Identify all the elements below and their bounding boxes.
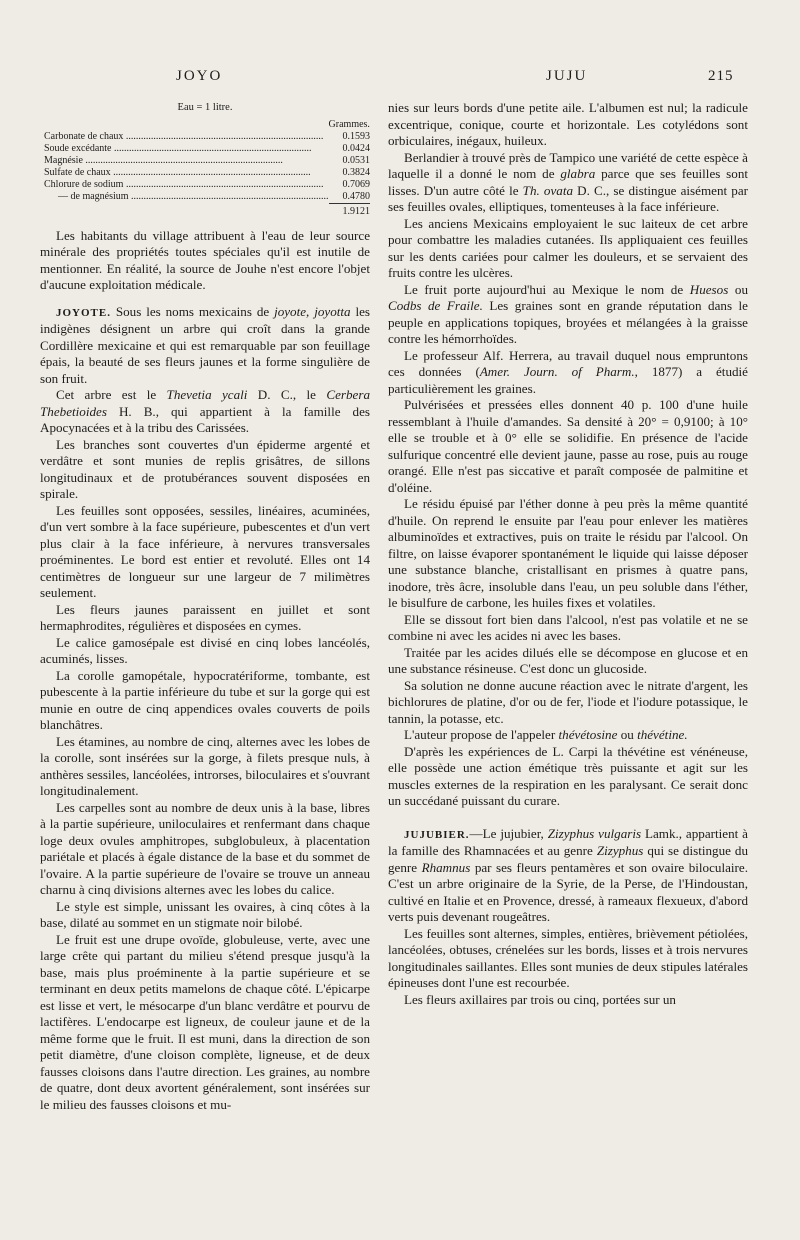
right-column (388, 100, 748, 1008)
entry-heading: JOYOTE. (56, 306, 111, 319)
table-row (44, 179, 370, 191)
paragraph: Les fleurs jaunes paraissent en juillet et sont hermaphrodites, régulières et disposées en cymes. (40, 601, 370, 633)
entry-heading: JUJUBIER. (404, 828, 470, 841)
mineral-analysis-table (44, 119, 370, 218)
table-row (44, 131, 370, 143)
table-units-row (44, 119, 370, 131)
italic-term: Zizyphus (596, 843, 644, 858)
paragraph: Les étamines, au nombre de cinq, alternes avec les lobes de la corolle, sont insérées sur la gorge, à filets presque nuls, à anthères sessiles, lancéolées, introrses, biloculaires et s'ouvrant longitudinalement. (40, 733, 370, 798)
analysis-table-title: Eau = 1 litre. (177, 102, 233, 113)
italic-term: Huesos (689, 281, 729, 297)
page-number: 215 (708, 68, 734, 84)
paragraph: Les feuilles sont opposées, sessiles, linéaires, acuminées, d'un vert sombre à la face supérieure, pubescentes et d'un vert plus clair à la face inférieure, à nervures transversales proéminentes. Le bord est entier et revoluté. Elles ont 14 centimètres de longueur sur une largeur de 7 milimètres seulement. (40, 502, 370, 600)
table-row-value: 0.7069 (342, 178, 370, 190)
table-row-name: Magnésie ..... (44, 155, 329, 167)
paragraph: Sa solution ne donne aucune réaction avec le nitrate d'argent, les bichlorures de platine, d'or ou de fer, l'iode et l'iodure potassique, le tannin, la potasse, etc. (388, 677, 748, 726)
table-row (44, 155, 370, 167)
italic-term: Thevetia ycali (166, 387, 248, 402)
table-row-value: 0.3824 (342, 166, 370, 178)
italic-term: Cerbera Thebetioides (40, 387, 371, 419)
text-run: , 1877) a étudié particulièrement les graines. (388, 364, 748, 396)
paragraph: Les fleurs axillaires par trois ou cinq, portées sur un (404, 991, 676, 1007)
text-run: ou (617, 727, 638, 742)
italic-term: thévétine. (637, 727, 688, 742)
paragraph: Les habitants du village attribuent à l'eau de leur source minérale des propriétés toutes spéciales qu'il est inutile de mentionner. En réalité, la source de Jouhe n'est encore l'objet d'aucune exploitation médicale. (40, 227, 370, 292)
table-row-name: Chlorure de sodium ..... (44, 179, 329, 191)
text-run: les indigènes désignent un arbre qui croît dans la grande Cordillère mexicaine et qui est remarquable par son feuillage épais, la beauté de ses fleurs jaunes et la forme singulière de son fruit. (40, 303, 370, 386)
table-row (44, 191, 370, 204)
paragraph: Traitée par les acides dilués elle se décompose en glucose et en une substance résineuse. C'est donc un glucoside. (388, 644, 748, 676)
table-row (44, 143, 370, 155)
table-row-value: 0.4780 (342, 190, 370, 202)
italic-term: thévétosine (558, 727, 618, 742)
entry-jujubier (388, 826, 748, 926)
table-row-value: 0.1593 (342, 130, 370, 142)
italic-term: Rhamnus (421, 859, 471, 875)
paragraph: nies sur leurs bords d'une petite aile. L'albumen est nul; la radicule excentrique, conique, courte et horizontale. Les cotylédons sont orbiculaires, inégaux, huileux. (388, 100, 748, 148)
text-run: Lamk., appartient à la famille des Rhamnacées et au genre (388, 825, 748, 858)
paragraph: Le fruit est une drupe ovoïde, globuleuse, verte, avec une large crête qui partant du milieu s'étend presque jusqu'à la base, mais plus proéminente à la partie supérieure et se terminant en deux petits mamelons de chaque côté. L'épicarpe est lisse et vert, le mésocarpe d'un blanc verdâtre et pourvu de lactifères. L'endocarpe est ligneux, de couleur jaune et de la même forme que le fruit. Il est muni, dans la direction de son petit diamètre, d'une cloison complète, ligneuse, et de deux fausses cloisons dans l'autre direction. Les graines, au nombre de quatre, dont deux avortent généralement, sont insérées sur le milieu des fausses cloisons et mu- (40, 931, 370, 1112)
italic-term: Amer. Journ. of Pharm. (479, 364, 635, 379)
table-row-value: 0.0424 (342, 142, 370, 154)
table-total: 1.9121 (329, 203, 370, 218)
table-row-name: Sulfate de chaux ..... (44, 167, 329, 179)
table-row-name: — de magnésium ..... (44, 191, 329, 204)
paragraph: Le style est simple, unissant les ovaires, à cinq côtes à la base, dilaté au sommet en un stigmate noir bilobé. (40, 898, 370, 930)
text-run: parce que ses feuilles sont lisses. D'un autre côté le (388, 166, 748, 198)
italic-term: joyote, joyotta (274, 303, 351, 319)
paragraph: Les anciens Mexicains employaient le suc laiteux de cet arbre pour combattre les maladies cutanées. Ils appliquaient ces feuilles sur les dents cariées pour calmer les douleurs, et se servaient des fruits contre les ulcères. (388, 215, 748, 280)
text-run: qui se distingue du genre (388, 843, 748, 875)
paragraph: Le résidu épuisé par l'éther donne à peu près la même quantité d'huile. On reprend le ensuite par l'eau pour enlever les matières albuminoïdes et extractives, puis on traite le résidu par l'alcool. On filtre, on laisse évaporer spontanément le liquide qui laisse déposer une substance blanche, cristallisant en prismes à quatre pans, inodore, très âcre, insoluble dans l'eau, un peu soluble dans l'éther, le bisulfure de carbone, les huiles fixes et volatiles. (388, 496, 748, 610)
table-row (44, 167, 370, 179)
paragraph: Les feuilles sont alternes, simples, entières, brièvement pétiolées, lancéolées, obtuses, crénelées sur les bords, lisses et à trois nervures longitudinales saillantes. Elles sont munies de deux stipules latérales épineuses dont l'une est recourbée. (388, 925, 748, 990)
entry-joyote (40, 304, 370, 388)
paragraph: La corolle gamopétale, hypocratériforme, tombante, est pubescente à la partie inférieure du tube et sur la gorge qui est munie en outre de cinq appendices ovales couverts de poils blanchâtres. (40, 667, 370, 732)
paragraph (40, 387, 370, 437)
paragraph: Elle se dissout fort bien dans l'alcool, n'est pas volatile et ne se combine ni avec les acides ni avec les bases. (388, 611, 748, 643)
running-head-left: JOYO (176, 68, 223, 84)
paragraph (388, 150, 748, 216)
table-units: Grammes. (328, 118, 370, 130)
italic-term: glabra (560, 166, 596, 181)
paragraph: Les branches sont couvertes d'un épiderme argenté et verdâtre et sont munies de replis grisâtres, de sillons longitudinaux et de protubérances souvent disposées en spirale. (40, 436, 370, 501)
text-run: Sous les noms mexicains de (110, 303, 275, 319)
text-run: Le professeur Alf. Herrera, au travail duquel nous empruntons ces données ( (388, 347, 748, 379)
paragraph: Pulvérisées et pressées elles donnent 40 p. 100 d'une huile ressemblant à l'huile d'amandes. Sa densité à 20° = 0,9100; à 10° elle se trouble et à 0° elle se solidifie. En présence de l'acide sulfurique concentré elle devient jaune, passe au rose, puis au rouge orangé. Elle n'est pas siccative et paraît composée de palmitine et d'oléine. (388, 397, 748, 495)
text-run: —Le jujubier, (469, 825, 548, 841)
text-run: Berlandier à trouvé près de Tampico une variété de cette espèce à laquelle il a donné le nom de (388, 149, 748, 181)
table-row-value: 0.0531 (342, 154, 370, 166)
table-total-row (44, 203, 370, 218)
text-run: ou (728, 281, 748, 297)
italic-term: Th. ovata (522, 182, 573, 198)
paragraph (388, 282, 748, 348)
running-head-right: JUJU (546, 68, 588, 84)
text-run: Les graines sont en grande réputation dans le peuple en applications topiques, broyées et mélangées à la graisse contre les hémorrhoïdes. (388, 298, 748, 346)
text-run: Cet arbre est le (56, 387, 167, 402)
italic-term: Codbs de Fraile. (388, 298, 483, 313)
text-run: par ses fleurs pentamères et son ovaire biloculaire. C'est un arbre originaire de la Syrie, de la Perse, de l'Hindoustan, cultivé en Italie et en Provence, dressé, à rameaux flexueux, d'abord verts puis devenant rougeâtres. (388, 859, 748, 924)
text-run: Le fruit porte aujourd'hui au Mexique le nom de (404, 281, 690, 297)
text-run: H. B., qui appartient à la famille des Apocynacées et à la tribu des Carissées. (40, 403, 370, 435)
paragraph (388, 348, 748, 398)
text-run: D. C., le (247, 387, 327, 402)
text-run: D. C., se distingue aisément par ses feuilles ovales, elliptiques, tomenteuses à la face inférieure. (388, 182, 748, 214)
table-row-name: Carbonate de chaux ..... (44, 131, 329, 143)
left-column (40, 100, 370, 1113)
table-row-name: Soude excédante ..... (44, 143, 329, 155)
paragraph: D'après les expériences de L. Carpi la thévétine est vénéneuse, elle possède une action émétique très puissante et agit sur les muscles externes de la respiration en les paralysant. Ce serait donc un succédané puissant du curare. (388, 743, 748, 808)
text-run: L'auteur propose de l'appeler (404, 727, 559, 742)
paragraph (388, 727, 748, 744)
paragraph: Le calice gamosépale est divisé en cinq lobes lancéolés, acuminés, lisses. (40, 634, 370, 666)
paragraph: Les carpelles sont au nombre de deux unis à la base, libres à la partie supérieure, uniloculaires et renfermant dans chaque loge deux ovules amphitropes, subglobuleux, à placentation pariétale et placés à égale distance de la base et du sommet de l'ovaire. A la partie supérieure de l'ovaire se trouve un anneau charnu à cinq divisions alternes avec les lobes du calice. (40, 799, 370, 897)
italic-term: Zizyphus vulgaris (547, 825, 642, 841)
